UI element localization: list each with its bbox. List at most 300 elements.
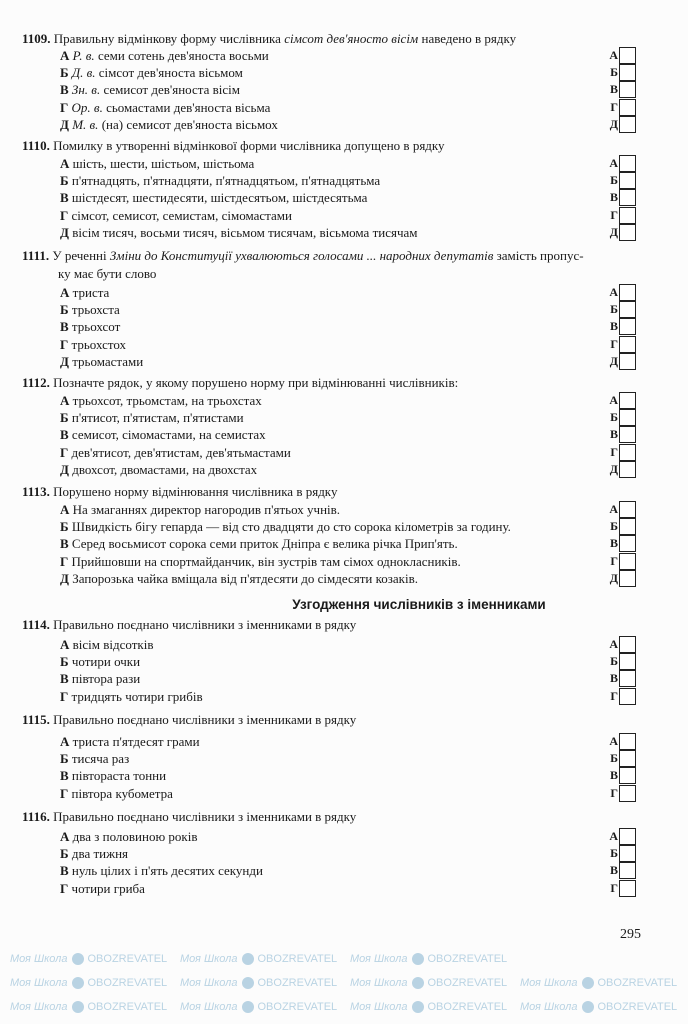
checkbox[interactable] [619, 518, 636, 535]
checkbox[interactable] [619, 785, 636, 802]
option-text: двохсот, двомастами, на двохстах [72, 461, 258, 477]
answer-letter: Г [610, 207, 618, 222]
option-letter: Г [60, 207, 69, 223]
answer-checkbox-0[interactable] [606, 47, 636, 64]
watermark-school: Моя Школа [350, 953, 408, 965]
answer-letter: В [609, 863, 618, 878]
answer-option [60, 116, 278, 133]
answer-letter: Д [609, 570, 618, 585]
option-text: чотири гриба [71, 880, 145, 896]
checkbox[interactable] [619, 318, 636, 335]
answer-option [60, 845, 128, 862]
answer-letter: А [609, 393, 618, 407]
stem-text: наведено в рядку [418, 31, 517, 46]
question-number: 1113. [22, 484, 50, 499]
option-text: трьохстох [71, 336, 127, 352]
answer-letter: Б [610, 302, 618, 317]
answer-option [60, 284, 109, 301]
answer-checkbox-3[interactable] [606, 688, 636, 705]
answer-letter: Б [610, 846, 618, 861]
checkbox[interactable] [619, 501, 636, 518]
answer-checkbox-2[interactable] [606, 318, 636, 335]
watermark-brand: OBOZREVATEL [427, 953, 508, 965]
checkbox[interactable] [619, 155, 636, 172]
checkbox[interactable] [619, 99, 636, 116]
question-number: 1112. [22, 375, 50, 390]
stem-text: Зміни до Конституції ухвалюються голосами ... народних депутатів [109, 248, 494, 263]
case-label: Зн. в. [71, 82, 101, 98]
watermark [350, 976, 507, 990]
answer-letter: Б [610, 173, 618, 188]
watermark-brand: OBOZREVATEL [427, 977, 508, 989]
option-text: вісім тисяч, восьми тисяч, вісьмом тисячам, вісьмома тисячам [72, 224, 418, 240]
checkbox[interactable] [619, 81, 636, 98]
answer-option [60, 535, 458, 552]
answer-letter: А [609, 48, 618, 62]
checkbox[interactable] [619, 353, 636, 370]
stem-text: замість пропус- [493, 248, 584, 263]
option-letter: В [60, 863, 69, 879]
option-text: трьохсот [71, 319, 121, 335]
answer-option [60, 189, 367, 206]
option-text: Серед восьмисот сорока семи приток Дніпра є велика річка Прип'ять. [71, 536, 458, 552]
answer-checkbox-0[interactable] [606, 636, 636, 653]
watermark-school: Моя Школа [350, 977, 408, 989]
checkbox[interactable] [619, 845, 636, 862]
option-text: семи сотень дев'яноста восьми [97, 48, 269, 63]
answer-checkbox-1[interactable] [606, 653, 636, 670]
answer-letter: В [609, 768, 618, 783]
checkbox[interactable] [619, 767, 636, 784]
option-letter: Б [60, 751, 69, 767]
answer-option [60, 553, 461, 570]
answer-option [60, 828, 197, 845]
checkbox[interactable] [619, 570, 636, 587]
answer-letter: Д [609, 461, 618, 476]
answer-checkbox-3[interactable] [606, 99, 636, 116]
option-letter: В [60, 427, 69, 443]
answer-letter: В [609, 319, 618, 334]
watermark-logo-icon [72, 1001, 84, 1013]
option-letter: Г [60, 444, 69, 460]
answer-letter: Б [610, 65, 618, 80]
answer-letter: Г [610, 99, 618, 114]
answer-checkbox-3[interactable] [606, 336, 636, 353]
answer-option [60, 155, 254, 172]
checkbox[interactable] [619, 828, 636, 845]
option-letter: Б [60, 519, 69, 535]
answer-option [60, 301, 120, 318]
answer-letter: А [609, 734, 618, 748]
option-letter: Г [60, 688, 69, 704]
stem-text: Порушено норму відмінювання числівника в рядку [53, 484, 338, 499]
option-letter: А [60, 734, 70, 749]
option-text: трьохста [71, 302, 120, 318]
answer-checkbox-4[interactable] [606, 116, 636, 133]
watermark-logo-icon [582, 977, 594, 989]
stem-text: Правильно поєднано числівники з іменниками в рядку [53, 712, 357, 727]
option-letter: Г [60, 99, 69, 115]
checkbox[interactable] [619, 336, 636, 353]
watermark-logo-icon [412, 1001, 424, 1013]
checkbox[interactable] [619, 301, 636, 318]
watermark [520, 976, 677, 990]
watermark-brand: OBOZREVATEL [257, 977, 338, 989]
question-stem [22, 247, 584, 264]
option-letter: А [60, 502, 70, 517]
watermark-brand: OBOZREVATEL [257, 1001, 338, 1013]
watermark-logo-icon [412, 953, 424, 965]
answer-option [60, 207, 292, 224]
case-label: Ор. в. [71, 99, 103, 115]
watermark-school: Моя Школа [520, 977, 578, 989]
answer-option [60, 880, 145, 897]
answer-checkbox-3[interactable] [606, 553, 636, 570]
answer-letter: А [609, 637, 618, 651]
answer-option [60, 64, 243, 81]
watermark-logo-icon [412, 977, 424, 989]
question-number: 1114. [22, 617, 50, 632]
checkbox[interactable] [619, 444, 636, 461]
answer-checkbox-1[interactable] [606, 845, 636, 862]
answer-checkbox-0[interactable] [606, 828, 636, 845]
answer-checkbox-0[interactable] [606, 392, 636, 409]
option-text: півтора рази [71, 671, 141, 687]
checkbox[interactable] [619, 553, 636, 570]
answer-letter: Д [609, 116, 618, 131]
answer-option [60, 99, 270, 116]
watermark-logo-icon [72, 977, 84, 989]
checkbox[interactable] [619, 636, 636, 653]
question-stem [22, 30, 516, 47]
option-letter: В [60, 319, 69, 335]
case-label: М. в. [72, 116, 99, 132]
answer-letter: В [609, 536, 618, 551]
answer-checkbox-4[interactable] [606, 570, 636, 587]
answer-checkbox-2[interactable] [606, 426, 636, 443]
answer-option [60, 750, 129, 767]
option-text: трьомастами [72, 353, 144, 369]
answer-letter: В [609, 82, 618, 97]
option-letter: Б [60, 410, 69, 426]
checkbox[interactable] [619, 862, 636, 879]
watermark-brand: OBOZREVATEL [427, 1001, 508, 1013]
option-text: трьохсот, трьомстам, на трьохстах [72, 393, 262, 408]
option-letter: Г [60, 336, 69, 352]
checkbox[interactable] [619, 653, 636, 670]
answer-checkbox-2[interactable] [606, 862, 636, 879]
answer-option [60, 81, 240, 98]
checkbox[interactable] [619, 880, 636, 897]
case-label: Д. в. [71, 65, 96, 81]
watermark-brand: OBOZREVATEL [87, 953, 168, 965]
question-stem [22, 137, 445, 154]
option-text: тисяча раз [71, 751, 130, 767]
watermark-logo-icon [242, 977, 254, 989]
watermark-logo-icon [582, 1001, 594, 1013]
option-letter: Б [60, 302, 69, 318]
answer-option [60, 224, 418, 241]
watermark [10, 952, 167, 966]
answer-checkbox-2[interactable] [606, 535, 636, 552]
question-stem [22, 483, 337, 500]
answer-checkbox-1[interactable] [606, 409, 636, 426]
watermark [10, 976, 167, 990]
option-text: тридцять чотири грибів [71, 688, 203, 704]
stem-text: сімсот дев'яносто вісім [284, 31, 419, 46]
question-number: 1109. [22, 31, 51, 46]
answer-letter: Г [610, 444, 618, 459]
answer-checkbox-4[interactable] [606, 224, 636, 241]
option-letter: А [60, 393, 70, 408]
answer-checkbox-2[interactable] [606, 189, 636, 206]
watermark [350, 1000, 507, 1014]
answer-checkbox-2[interactable] [606, 670, 636, 687]
answer-letter: Г [610, 553, 618, 568]
answer-checkbox-3[interactable] [606, 880, 636, 897]
answer-checkbox-1[interactable] [606, 64, 636, 81]
answer-option [60, 353, 143, 370]
watermark-brand: OBOZREVATEL [597, 977, 678, 989]
watermark [180, 952, 337, 966]
answer-letter: А [609, 156, 618, 170]
option-letter: Б [60, 846, 69, 862]
checkbox[interactable] [619, 207, 636, 224]
answer-option [60, 767, 166, 784]
answer-letter: Б [610, 410, 618, 425]
option-text: Швидкість бігу гепарда — від сто двадцяти до сто сорока кілометрів за годину. [71, 519, 511, 535]
checkbox[interactable] [619, 224, 636, 241]
stem-text: Правильну відмінкову форму числівника [53, 31, 285, 46]
answer-letter: В [609, 427, 618, 442]
watermark [350, 952, 507, 966]
option-text: семисот, сімомастами, на семистах [71, 427, 266, 443]
stem-text: Позначте рядок, у якому порушено норму при відмінюванні числівників: [53, 375, 459, 390]
question-number: 1115. [22, 712, 50, 727]
checkbox[interactable] [619, 426, 636, 443]
option-letter: А [60, 156, 70, 171]
answer-option [60, 862, 263, 879]
option-text: триста [72, 285, 110, 300]
option-text: шість, шести, шістьом, шістьома [72, 156, 255, 171]
option-letter: Б [60, 654, 69, 670]
answer-letter: А [609, 285, 618, 299]
watermark [180, 1000, 337, 1014]
checkbox[interactable] [619, 670, 636, 687]
option-letter: Б [60, 173, 69, 189]
answer-option [60, 318, 120, 335]
watermark-school: Моя Школа [10, 977, 68, 989]
checkbox[interactable] [619, 47, 636, 64]
option-text: дев'ятисот, дев'ятистам, дев'ятьмастами [71, 444, 291, 460]
checkbox[interactable] [619, 750, 636, 767]
answer-checkbox-2[interactable] [606, 767, 636, 784]
checkbox[interactable] [619, 535, 636, 552]
answer-option [60, 733, 200, 750]
watermark-school: Моя Школа [180, 1001, 238, 1013]
question-number: 1111. [22, 248, 50, 263]
watermark-logo-icon [72, 953, 84, 965]
watermark-school: Моя Школа [10, 1001, 68, 1013]
answer-option [60, 570, 418, 587]
option-text: семисот дев'яноста вісім [103, 82, 240, 98]
checkbox[interactable] [619, 189, 636, 206]
answer-letter: Б [610, 519, 618, 534]
watermark-brand: OBOZREVATEL [87, 977, 168, 989]
option-text: півтора кубометра [71, 785, 173, 801]
option-letter: Г [60, 785, 69, 801]
option-text: На змаганнях директор нагородив п'ятьох учнів. [72, 502, 341, 517]
answer-letter: А [609, 829, 618, 843]
option-text: вісім відсотків [72, 637, 154, 652]
answer-checkbox-2[interactable] [606, 81, 636, 98]
answer-checkbox-3[interactable] [606, 207, 636, 224]
option-text: п'ятисот, п'ятистам, п'ятистами [71, 410, 244, 426]
option-letter: Д [60, 353, 69, 369]
watermark [10, 1000, 167, 1014]
answer-option [60, 688, 203, 705]
checkbox[interactable] [619, 64, 636, 81]
question-stem [22, 616, 356, 633]
answer-checkbox-4[interactable] [606, 461, 636, 478]
answer-checkbox-0[interactable] [606, 733, 636, 750]
answer-checkbox-0[interactable] [606, 284, 636, 301]
question-number: 1110. [22, 138, 50, 153]
option-text: (на) семисот дев'яноста вісьмох [101, 116, 278, 132]
checkbox[interactable] [619, 284, 636, 301]
answer-checkbox-0[interactable] [606, 501, 636, 518]
option-text: сімсот, семисот, семистам, сімомастами [71, 207, 292, 223]
checkbox[interactable] [619, 392, 636, 409]
option-letter: А [60, 285, 70, 300]
answer-option [60, 47, 269, 64]
watermark-brand: OBOZREVATEL [597, 1001, 678, 1013]
watermark-school: Моя Школа [180, 977, 238, 989]
checkbox[interactable] [619, 688, 636, 705]
answer-checkbox-1[interactable] [606, 301, 636, 318]
watermark-school: Моя Школа [10, 953, 68, 965]
option-text: два тижня [71, 846, 129, 862]
option-letter: А [60, 637, 70, 652]
answer-checkbox-0[interactable] [606, 155, 636, 172]
answer-letter: В [609, 190, 618, 205]
question-number: 1116. [22, 809, 50, 824]
watermark-logo-icon [242, 1001, 254, 1013]
stem-text: ку має бути слово [58, 266, 157, 281]
option-letter: В [60, 671, 69, 687]
question-stem [22, 711, 356, 728]
answer-checkbox-4[interactable] [606, 353, 636, 370]
watermark-school: Моя Школа [180, 953, 238, 965]
option-letter: В [60, 190, 69, 206]
watermark-logo-icon [242, 953, 254, 965]
question-stem [22, 374, 458, 391]
watermark-school: Моя Школа [520, 1001, 578, 1013]
checkbox[interactable] [619, 733, 636, 750]
answer-letter: Г [610, 880, 618, 895]
answer-option [60, 336, 126, 353]
option-letter: Б [60, 65, 69, 81]
answer-letter: Д [609, 224, 618, 239]
answer-letter: Б [610, 654, 618, 669]
answer-checkbox-3[interactable] [606, 785, 636, 802]
answer-option [60, 172, 380, 189]
answer-checkbox-1[interactable] [606, 750, 636, 767]
answer-letter: Г [610, 785, 618, 800]
option-text: триста п'ятдесят грами [72, 734, 200, 749]
answer-checkbox-1[interactable] [606, 518, 636, 535]
watermark-brand: OBOZREVATEL [87, 1001, 168, 1013]
checkbox[interactable] [619, 116, 636, 133]
option-text: сьомастами дев'яноста вісьма [106, 99, 271, 115]
question-stem [58, 265, 156, 282]
option-text: п'ятнадцять, п'ятнадцяти, п'ятнадцятьом, п'ятнадцятьма [71, 173, 381, 189]
answer-option [60, 392, 262, 409]
option-letter: Д [60, 570, 69, 586]
answer-checkbox-3[interactable] [606, 444, 636, 461]
checkbox[interactable] [619, 409, 636, 426]
watermark [180, 976, 337, 990]
option-letter: Г [60, 553, 69, 569]
stem-text: Правильно поєднано числівники з іменниками в рядку [53, 617, 357, 632]
answer-letter: Г [610, 336, 618, 351]
option-letter: В [60, 536, 69, 552]
option-text: два з половиною років [72, 829, 198, 844]
stem-text: Помилку в утворенні відмінкової форми числівника допущено в рядку [53, 138, 445, 153]
option-text: Запорозька чайка вміщала від п'ятдесяти до сімдесяти козаків. [72, 570, 418, 586]
option-letter: А [60, 829, 70, 844]
option-text: Прийшовши на спортмайданчик, він зустрів там сімох однокласників. [71, 553, 461, 569]
answer-option [60, 501, 340, 518]
checkbox[interactable] [619, 172, 636, 189]
answer-option [60, 461, 257, 478]
page-number: 295 [620, 927, 641, 942]
watermark-school: Моя Школа [350, 1001, 408, 1013]
option-text: півтораста тонни [71, 768, 167, 784]
option-letter: В [60, 768, 69, 784]
option-letter: А [60, 48, 70, 63]
option-text: сімсот дев'яноста вісьмом [98, 65, 243, 81]
answer-letter: В [609, 671, 618, 686]
answer-option [60, 653, 140, 670]
answer-option [60, 636, 153, 653]
stem-text: Правильно поєднано числівники з іменниками в рядку [53, 809, 357, 824]
answer-option [60, 518, 511, 535]
answer-letter: Б [610, 751, 618, 766]
option-text: чотири очки [71, 654, 141, 670]
option-letter: Д [60, 224, 69, 240]
stem-text: У реченні [52, 248, 110, 263]
answer-letter: А [609, 502, 618, 516]
option-letter: Г [60, 880, 69, 896]
answer-option [60, 785, 173, 802]
answer-option [60, 409, 244, 426]
watermark [520, 1000, 677, 1014]
option-letter: Д [60, 116, 69, 132]
answer-option [60, 670, 140, 687]
answer-option [60, 426, 266, 443]
answer-option [60, 444, 291, 461]
answer-checkbox-1[interactable] [606, 172, 636, 189]
option-text: нуль цілих і п'ять десятих секунди [71, 863, 263, 879]
checkbox[interactable] [619, 461, 636, 478]
case-label: Р. в. [72, 48, 95, 63]
answer-letter: Д [609, 353, 618, 368]
section-heading: Узгодження числівників з іменниками [292, 597, 546, 612]
answer-letter: Г [610, 688, 618, 703]
option-letter: Д [60, 461, 69, 477]
watermark-brand: OBOZREVATEL [257, 953, 338, 965]
